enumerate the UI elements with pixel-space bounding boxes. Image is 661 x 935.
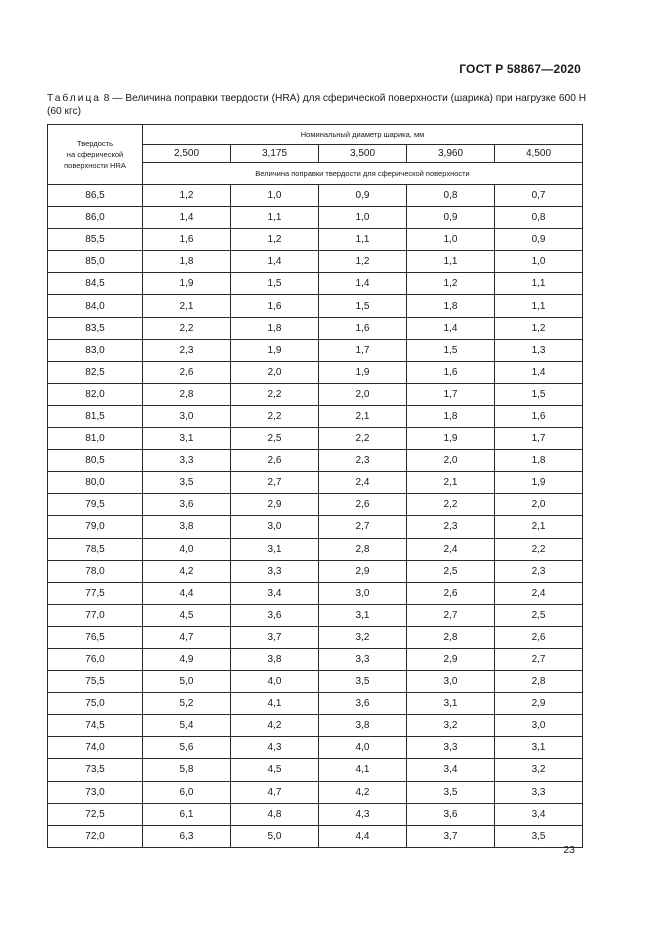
hardness-value-cell: 83,0	[48, 339, 143, 361]
correction-value-cell: 2,8	[319, 538, 407, 560]
correction-value-cell: 1,8	[143, 251, 231, 273]
correction-value-cell: 2,5	[495, 604, 583, 626]
correction-value-cell: 0,9	[319, 185, 407, 207]
hardness-value-cell: 86,0	[48, 207, 143, 229]
table-row	[48, 295, 583, 317]
correction-value-cell: 2,3	[495, 560, 583, 582]
correction-value-cell: 2,1	[319, 405, 407, 427]
correction-value-cell: 4,4	[319, 825, 407, 847]
correction-value-cell: 2,6	[231, 450, 319, 472]
hardness-value-cell: 79,0	[48, 516, 143, 538]
correction-value-cell: 3,0	[407, 671, 495, 693]
correction-value-cell: 2,7	[407, 604, 495, 626]
table-row	[48, 737, 583, 759]
correction-value-cell: 1,6	[319, 317, 407, 339]
hardness-value-cell: 84,5	[48, 273, 143, 295]
hardness-value-cell: 75,0	[48, 693, 143, 715]
correction-value-cell: 1,1	[407, 251, 495, 273]
correction-value-cell: 3,8	[231, 648, 319, 670]
correction-value-cell: 3,3	[319, 648, 407, 670]
correction-value-cell: 2,6	[407, 582, 495, 604]
table-row	[48, 648, 583, 670]
correction-value-cell: 1,4	[143, 207, 231, 229]
correction-value-cell: 3,2	[495, 759, 583, 781]
correction-value-cell: 2,8	[143, 383, 231, 405]
hardness-value-cell: 74,0	[48, 737, 143, 759]
correction-value-cell: 4,0	[143, 538, 231, 560]
correction-value-cell: 2,8	[407, 626, 495, 648]
correction-value-cell: 1,0	[495, 251, 583, 273]
correction-value-cell: 2,0	[319, 383, 407, 405]
hardness-value-cell: 86,5	[48, 185, 143, 207]
table-row	[48, 405, 583, 427]
correction-value-cell: 2,6	[495, 626, 583, 648]
hardness-value-cell: 78,5	[48, 538, 143, 560]
correction-value-cell: 3,0	[143, 405, 231, 427]
correction-value-cell: 1,7	[407, 383, 495, 405]
table-row	[48, 825, 583, 847]
correction-value-cell: 2,2	[143, 317, 231, 339]
correction-value-cell: 5,8	[143, 759, 231, 781]
correction-value-cell: 4,5	[143, 604, 231, 626]
correction-value-cell: 1,7	[495, 428, 583, 450]
correction-value-cell: 2,7	[231, 472, 319, 494]
table-caption-number: 8	[103, 93, 110, 104]
correction-value-cell: 0,8	[407, 185, 495, 207]
correction-value-cell: 1,2	[319, 251, 407, 273]
correction-value-cell: 1,9	[407, 428, 495, 450]
correction-value-cell: 1,9	[495, 472, 583, 494]
correction-value-cell: 4,2	[319, 781, 407, 803]
correction-value-cell: 1,4	[495, 361, 583, 383]
correction-value-cell: 2,7	[319, 516, 407, 538]
correction-value-cell: 3,3	[143, 450, 231, 472]
table-row	[48, 538, 583, 560]
table-row	[48, 383, 583, 405]
correction-value-cell: 1,1	[231, 207, 319, 229]
correction-value-cell: 0,7	[495, 185, 583, 207]
diameter-group-header: Номинальный диаметр шарика, мм	[143, 125, 583, 145]
correction-value-cell: 1,0	[319, 207, 407, 229]
hardness-value-cell: 76,0	[48, 648, 143, 670]
correction-value-cell: 3,4	[407, 759, 495, 781]
correction-value-cell: 2,3	[319, 450, 407, 472]
hardness-value-cell: 77,0	[48, 604, 143, 626]
hardness-value-cell: 80,5	[48, 450, 143, 472]
correction-value-cell: 2,8	[495, 671, 583, 693]
correction-value-cell: 3,3	[495, 781, 583, 803]
correction-value-cell: 2,9	[407, 648, 495, 670]
hardness-column-header	[48, 125, 143, 185]
table-row	[48, 273, 583, 295]
correction-value-cell: 2,3	[407, 516, 495, 538]
correction-value-cell: 3,1	[495, 737, 583, 759]
correction-value-cell: 1,0	[407, 229, 495, 251]
correction-value-cell: 4,3	[319, 803, 407, 825]
document-code: ГОСТ Р 58867—2020	[459, 62, 581, 76]
correction-value-cell: 2,4	[407, 538, 495, 560]
correction-value-cell: 3,1	[143, 428, 231, 450]
hardness-value-cell: 73,0	[48, 781, 143, 803]
correction-value-cell: 4,7	[143, 626, 231, 648]
hardness-value-cell: 85,5	[48, 229, 143, 251]
correction-value-cell: 4,2	[231, 715, 319, 737]
table-row	[48, 781, 583, 803]
table-row	[48, 229, 583, 251]
correction-value-cell: 1,8	[495, 450, 583, 472]
table-row	[48, 185, 583, 207]
correction-value-cell: 2,9	[231, 494, 319, 516]
table-row	[48, 715, 583, 737]
correction-value-cell: 3,3	[407, 737, 495, 759]
correction-value-cell: 5,0	[231, 825, 319, 847]
correction-value-cell: 1,4	[319, 273, 407, 295]
hardness-header-line-1: Твердость	[77, 139, 113, 148]
table-row	[48, 626, 583, 648]
correction-value-cell: 2,5	[231, 428, 319, 450]
correction-value-cell: 1,6	[231, 295, 319, 317]
table-row	[48, 604, 583, 626]
correction-value-cell: 1,8	[407, 295, 495, 317]
table-row	[48, 582, 583, 604]
correction-value-cell: 2,1	[495, 516, 583, 538]
correction-value-cell: 3,3	[231, 560, 319, 582]
correction-value-cell: 2,0	[495, 494, 583, 516]
correction-value-cell: 2,3	[143, 339, 231, 361]
correction-value-cell: 3,6	[407, 803, 495, 825]
correction-value-cell: 4,7	[231, 781, 319, 803]
hardness-value-cell: 78,0	[48, 560, 143, 582]
page-number: 23	[563, 844, 575, 856]
correction-value-cell: 3,7	[231, 626, 319, 648]
table-row	[48, 428, 583, 450]
table-row	[48, 251, 583, 273]
table-row	[48, 516, 583, 538]
correction-group-header: Величина поправки твердости для сферической поверхности	[143, 163, 583, 185]
table-row	[48, 450, 583, 472]
correction-value-cell: 3,2	[319, 626, 407, 648]
correction-value-cell: 4,9	[143, 648, 231, 670]
correction-value-cell: 3,1	[231, 538, 319, 560]
correction-value-cell: 2,2	[495, 538, 583, 560]
table-caption-label: Таблица	[47, 93, 101, 104]
hardness-value-cell: 80,0	[48, 472, 143, 494]
correction-value-cell: 0,9	[407, 207, 495, 229]
diameter-header-cell: 3,500	[319, 145, 407, 163]
hardness-value-cell: 74,5	[48, 715, 143, 737]
correction-value-cell: 1,2	[407, 273, 495, 295]
table-row	[48, 803, 583, 825]
hardness-value-cell: 72,5	[48, 803, 143, 825]
table-row	[48, 759, 583, 781]
correction-value-cell: 2,6	[319, 494, 407, 516]
correction-value-cell: 4,8	[231, 803, 319, 825]
correction-value-cell: 5,0	[143, 671, 231, 693]
correction-value-cell: 3,4	[495, 803, 583, 825]
hardness-header-line-3: поверхности HRA	[64, 161, 126, 170]
correction-value-cell: 3,1	[319, 604, 407, 626]
diameter-header-cell: 4,500	[495, 145, 583, 163]
correction-value-cell: 3,7	[407, 825, 495, 847]
correction-value-cell: 1,1	[495, 295, 583, 317]
correction-value-cell: 3,6	[319, 693, 407, 715]
correction-value-cell: 1,2	[231, 229, 319, 251]
correction-value-cell: 1,7	[319, 339, 407, 361]
correction-value-cell: 3,1	[407, 693, 495, 715]
hardness-value-cell: 82,0	[48, 383, 143, 405]
correction-value-cell: 2,6	[143, 361, 231, 383]
correction-value-cell: 3,8	[319, 715, 407, 737]
hardness-value-cell: 77,5	[48, 582, 143, 604]
correction-value-cell: 3,0	[319, 582, 407, 604]
correction-value-cell: 4,3	[231, 737, 319, 759]
correction-value-cell: 2,9	[495, 693, 583, 715]
correction-value-cell: 1,4	[231, 251, 319, 273]
correction-value-cell: 5,4	[143, 715, 231, 737]
correction-value-cell: 1,9	[231, 339, 319, 361]
correction-value-cell: 4,0	[319, 737, 407, 759]
correction-value-cell: 2,2	[407, 494, 495, 516]
correction-value-cell: 1,6	[143, 229, 231, 251]
correction-value-cell: 1,1	[495, 273, 583, 295]
hardness-header-line-2: на сферической	[66, 150, 124, 159]
correction-value-cell: 1,5	[231, 273, 319, 295]
correction-value-cell: 1,5	[319, 295, 407, 317]
correction-value-cell: 3,5	[319, 671, 407, 693]
correction-value-cell: 1,8	[231, 317, 319, 339]
correction-value-cell: 1,6	[407, 361, 495, 383]
correction-value-cell: 3,6	[231, 604, 319, 626]
hardness-value-cell: 76,5	[48, 626, 143, 648]
diameter-header-cell: 3,960	[407, 145, 495, 163]
correction-value-cell: 2,5	[407, 560, 495, 582]
correction-value-cell: 2,1	[407, 472, 495, 494]
table-row	[48, 671, 583, 693]
hardness-value-cell: 72,0	[48, 825, 143, 847]
table-row	[48, 207, 583, 229]
correction-value-cell: 1,2	[495, 317, 583, 339]
correction-value-cell: 3,8	[143, 516, 231, 538]
hardness-value-cell: 81,0	[48, 428, 143, 450]
correction-value-cell: 1,0	[231, 185, 319, 207]
correction-value-cell: 1,6	[495, 405, 583, 427]
table-row	[48, 472, 583, 494]
correction-value-cell: 1,1	[319, 229, 407, 251]
correction-value-cell: 3,0	[495, 715, 583, 737]
correction-value-cell: 2,0	[231, 361, 319, 383]
correction-value-cell: 6,0	[143, 781, 231, 803]
correction-value-cell: 2,9	[319, 560, 407, 582]
table-row	[48, 494, 583, 516]
correction-value-cell: 4,4	[143, 582, 231, 604]
correction-value-cell: 0,8	[495, 207, 583, 229]
correction-value-cell: 3,6	[143, 494, 231, 516]
correction-value-cell: 4,5	[231, 759, 319, 781]
correction-value-cell: 3,4	[231, 582, 319, 604]
table-caption	[47, 92, 587, 118]
correction-value-cell: 3,0	[231, 516, 319, 538]
correction-value-cell: 1,5	[495, 383, 583, 405]
correction-value-cell: 3,2	[407, 715, 495, 737]
hardness-value-cell: 81,5	[48, 405, 143, 427]
diameter-header-cell: 3,175	[231, 145, 319, 163]
correction-value-cell: 1,9	[319, 361, 407, 383]
table-caption-text: — Величина поправки твердости (HRA) для сферической поверхности (шарика) при нагрузке 600 Н (60 кгс)	[47, 93, 587, 117]
hardness-correction-table	[47, 124, 583, 848]
correction-value-cell: 2,2	[231, 405, 319, 427]
hardness-value-cell: 84,0	[48, 295, 143, 317]
correction-value-cell: 5,2	[143, 693, 231, 715]
correction-value-cell: 3,5	[407, 781, 495, 803]
correction-value-cell: 5,6	[143, 737, 231, 759]
table-row	[48, 693, 583, 715]
hardness-value-cell: 83,5	[48, 317, 143, 339]
table-row	[48, 560, 583, 582]
correction-value-cell: 2,2	[319, 428, 407, 450]
correction-value-cell: 0,9	[495, 229, 583, 251]
correction-value-cell: 1,5	[407, 339, 495, 361]
correction-value-cell: 4,1	[231, 693, 319, 715]
hardness-value-cell: 82,5	[48, 361, 143, 383]
correction-value-cell: 6,1	[143, 803, 231, 825]
correction-value-cell: 1,3	[495, 339, 583, 361]
table-row	[48, 317, 583, 339]
diameter-header-cell: 2,500	[143, 145, 231, 163]
correction-value-cell: 4,2	[143, 560, 231, 582]
correction-value-cell: 4,0	[231, 671, 319, 693]
correction-value-cell: 3,5	[143, 472, 231, 494]
correction-value-cell: 2,4	[319, 472, 407, 494]
correction-value-cell: 1,4	[407, 317, 495, 339]
hardness-value-cell: 73,5	[48, 759, 143, 781]
correction-value-cell: 2,2	[231, 383, 319, 405]
correction-value-cell: 1,9	[143, 273, 231, 295]
correction-value-cell: 2,4	[495, 582, 583, 604]
correction-value-cell: 6,3	[143, 825, 231, 847]
table-row	[48, 339, 583, 361]
correction-value-cell: 2,1	[143, 295, 231, 317]
correction-value-cell: 2,7	[495, 648, 583, 670]
correction-value-cell: 2,0	[407, 450, 495, 472]
table-row	[48, 361, 583, 383]
hardness-value-cell: 75,5	[48, 671, 143, 693]
hardness-value-cell: 79,5	[48, 494, 143, 516]
correction-value-cell: 3,5	[495, 825, 583, 847]
hardness-value-cell: 85,0	[48, 251, 143, 273]
correction-value-cell: 4,1	[319, 759, 407, 781]
correction-value-cell: 1,2	[143, 185, 231, 207]
correction-value-cell: 1,8	[407, 405, 495, 427]
